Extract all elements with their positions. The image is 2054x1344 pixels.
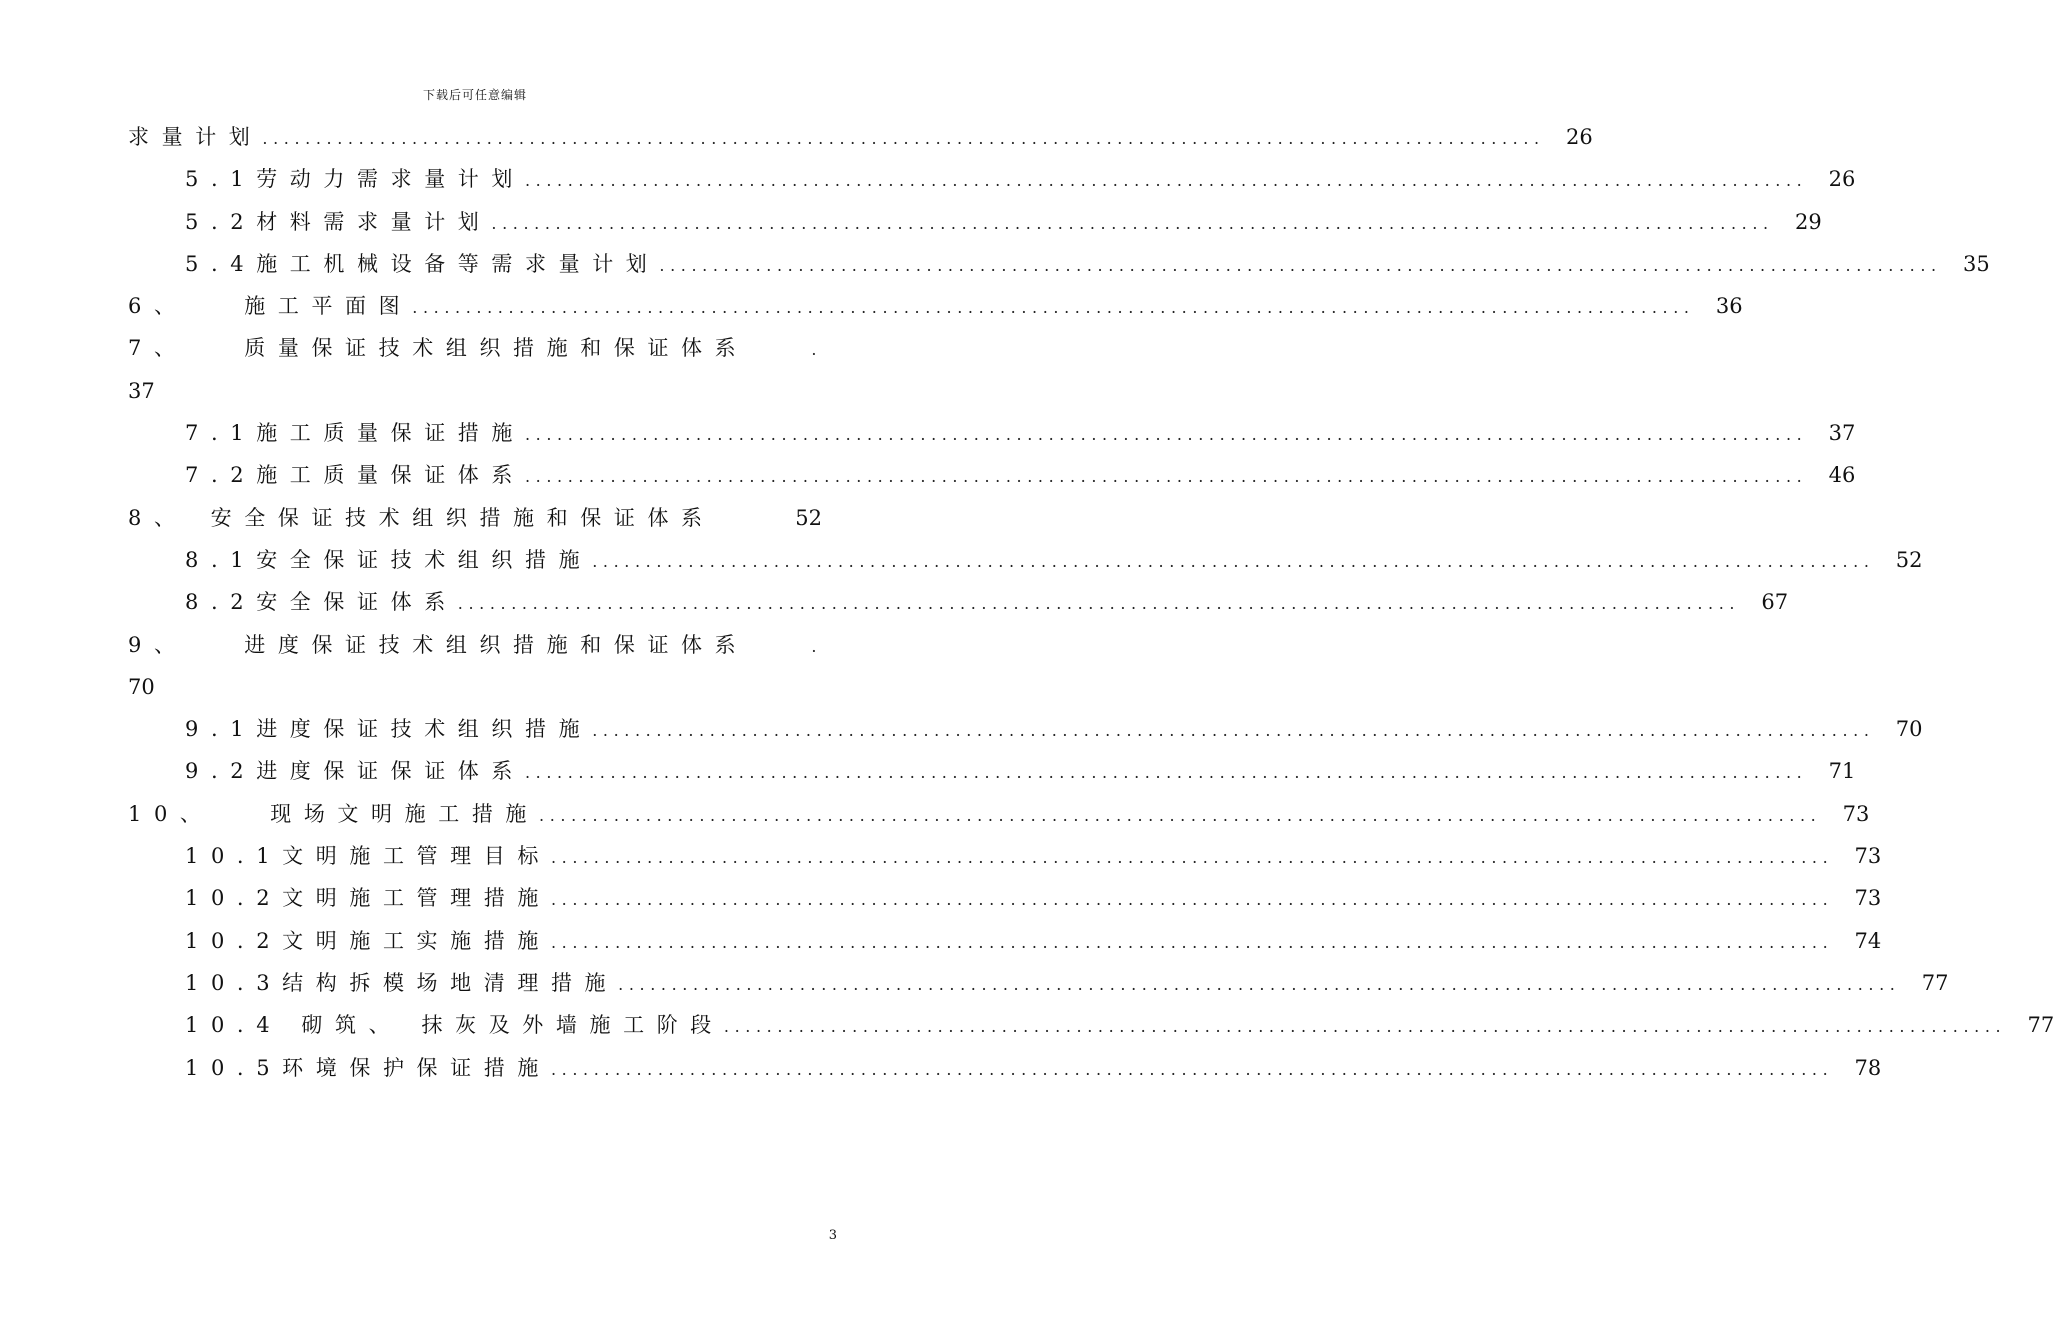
toc-entry-label: 10.2文明施工实施措施 — [185, 928, 551, 953]
toc-entry[interactable] — [128, 793, 1870, 835]
toc-entry-page: 35 — [1962, 251, 1990, 276]
toc-entry-label: 7.1施工质量保证措施 — [185, 421, 525, 446]
toc-entry-page: 70 — [1895, 717, 1923, 742]
toc-entry-page: 78 — [1854, 1055, 1882, 1080]
toc-leader-dots: ........................................................................................................................ — [659, 255, 1942, 275]
toc-entry[interactable] — [128, 412, 1856, 454]
toc-entry-label: 5.1劳动力需求量计划 — [185, 167, 525, 192]
toc-entry-page: 26 — [1828, 167, 1856, 192]
toc-entry[interactable] — [128, 285, 1743, 327]
toc-entry[interactable] — [128, 624, 822, 666]
toc-entry-label: 9、 进度保证技术组织措施和保证体系 — [128, 632, 749, 657]
toc-leader-dots: ........................................................................................................................ — [592, 721, 1875, 741]
toc-entry-label: 10.4 砌筑、 抹灰及外墙施工阶段 — [185, 1013, 724, 1038]
toc-leader-dots: ........................................................................................................................ — [723, 1017, 2007, 1037]
toc-entry-page: 26 — [1565, 125, 1593, 149]
toc-entry-page: 52 — [795, 505, 822, 530]
toc-leader-dots: ........................................................................................................................ — [592, 551, 1875, 571]
toc-entry-label: 10.1文明施工管理目标 — [185, 844, 551, 869]
toc-entry-page: 73 — [1842, 801, 1870, 826]
toc-leader-dots: ........................................................................................................................ — [550, 890, 1834, 910]
toc-entry[interactable] — [128, 327, 822, 369]
toc-entry-page: 71 — [1828, 759, 1856, 784]
toc-leader-dots: ........................................................................................................................ — [618, 974, 1901, 994]
toc-entry-label: 10.2文明施工管理措施 — [185, 886, 551, 911]
toc-entry[interactable] — [128, 158, 1856, 200]
toc-leader-dots: ........................................................................................................................ — [525, 425, 1808, 445]
toc-entry-label: 10.5环境保护保证措施 — [185, 1055, 551, 1080]
toc-leader-dots: . — [811, 340, 822, 360]
toc-entry[interactable] — [128, 497, 822, 539]
toc-entry-page: 74 — [1854, 928, 1882, 953]
toc-entry-label: 8、 安全保证技术组织措施和保证体系 — [128, 505, 715, 530]
toc-entry-label: 10.3结构拆模场地清理措施 — [185, 970, 619, 995]
toc-entry-label: 求量计划 — [128, 125, 263, 149]
toc-entry-page: 67 — [1761, 590, 1789, 615]
toc-entry-label: 5.4施工机械设备等需求量计划 — [185, 251, 660, 276]
toc-entry-label: 8.2安全保证体系 — [185, 590, 458, 615]
toc-entry[interactable] — [128, 750, 1856, 792]
toc-entry-label: 7、 质量保证技术组织措施和保证体系 — [128, 336, 749, 361]
toc-entry-page: 73 — [1854, 844, 1882, 869]
toc-entry[interactable] — [128, 116, 1593, 158]
page-header: 下载后可任意编辑 — [422, 88, 527, 102]
table-of-contents — [128, 116, 2054, 1089]
toc-leader-dots: ........................................................................................................................ — [539, 805, 1822, 825]
toc-entry[interactable] — [128, 539, 1923, 581]
toc-leader-dots: ........................................................................................................................ — [457, 594, 1741, 614]
toc-entry[interactable] — [128, 201, 1822, 243]
toc-leader-dots: ........................................................................................................................ — [491, 213, 1774, 233]
toc-entry-page: 46 — [1828, 463, 1856, 488]
toc-entry-page: 77 — [1921, 970, 1949, 995]
toc-entry-label: 9.2进度保证保证体系 — [185, 759, 525, 784]
toc-leader-dots: ........................................................................................................................ — [550, 848, 1834, 868]
toc-entry-page: 29 — [1794, 209, 1822, 234]
toc-entry-page: 37 — [128, 378, 155, 403]
toc-entry[interactable] — [128, 243, 1990, 285]
toc-leader-dots: ........................................................................................................................ — [262, 129, 1545, 148]
page-number: 3 — [828, 1228, 837, 1243]
toc-entry[interactable] — [128, 454, 1856, 496]
toc-entry-page: 77 — [2027, 1013, 2054, 1038]
toc-entry-page: 70 — [128, 674, 155, 699]
toc-entry[interactable] — [128, 581, 1789, 623]
toc-entry-label: 7.2施工质量保证体系 — [185, 463, 525, 488]
toc-leader-dots: ........................................................................................................................ — [550, 932, 1834, 952]
toc-entry-page-wrap — [128, 370, 822, 412]
toc-leader-dots: . — [811, 636, 822, 656]
toc-leader-dots: ........................................................................................................................ — [550, 1059, 1834, 1079]
toc-entry-label: 10、 现场文明施工措施 — [128, 801, 540, 826]
toc-entry-page-wrap — [128, 666, 822, 708]
toc-entry[interactable] — [128, 708, 1923, 750]
toc-entry-label: 8.1安全保证技术组织措施 — [185, 547, 593, 572]
toc-entry[interactable] — [128, 1004, 2054, 1046]
toc-leader-dots: ........................................................................................................................ — [525, 763, 1808, 783]
toc-entry[interactable] — [128, 962, 1949, 1004]
toc-entry-page: 52 — [1895, 547, 1923, 572]
toc-entry-label: 5.2材料需求量计划 — [185, 209, 492, 234]
toc-leader-dots: ........................................................................................................................ — [525, 467, 1808, 487]
toc-entry-label: 6、 施工平面图 — [128, 294, 413, 319]
toc-entry[interactable] — [128, 1047, 1882, 1089]
toc-entry[interactable] — [128, 835, 1882, 877]
toc-leader-dots: ........................................................................................................................ — [525, 171, 1808, 191]
toc-entry-page: 37 — [1828, 421, 1856, 446]
toc-entry[interactable] — [128, 920, 1882, 962]
toc-leader-dots: ........................................................................................................................ — [412, 298, 1695, 318]
toc-entry-label: 9.1进度保证技术组织措施 — [185, 717, 593, 742]
toc-entry[interactable] — [128, 877, 1882, 919]
toc-entry-page: 36 — [1715, 294, 1743, 319]
toc-entry-page: 73 — [1854, 886, 1882, 911]
